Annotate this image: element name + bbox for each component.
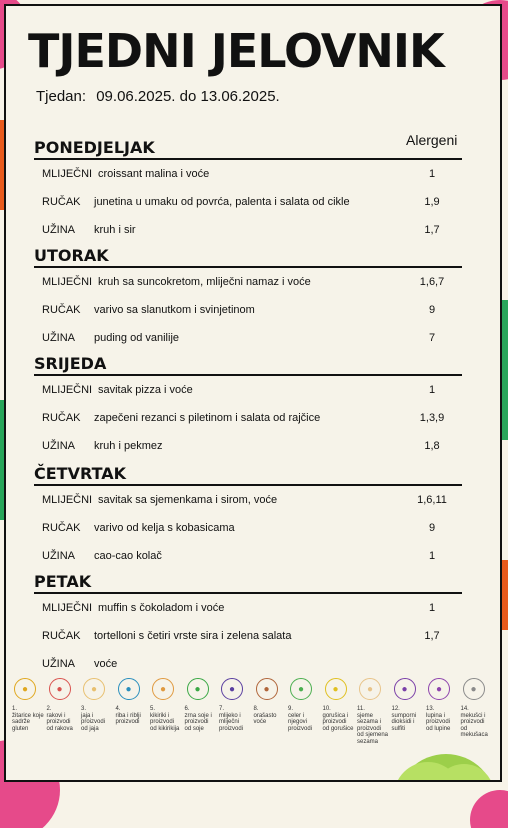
sulfite-icon: ● <box>394 678 416 700</box>
allergen-number: 2. <box>46 706 52 712</box>
meal-row <box>42 658 117 670</box>
allergen-number: 11. <box>357 706 365 712</box>
meal-type: MLIJEČNI <box>42 276 93 288</box>
crab-icon: ● <box>49 678 71 700</box>
egg-icon: ● <box>83 678 105 700</box>
meal-allergens: 1 <box>428 384 436 396</box>
day-heading: UTORAK <box>34 246 109 265</box>
meal-allergens: 7 <box>428 332 436 344</box>
meal-dish: kruh i sir <box>94 224 136 236</box>
allergen-name: mlijeko i mliječni proizvodi <box>219 712 244 732</box>
allergen-number: 3. <box>81 706 87 712</box>
meal-type: MLIJEČNI <box>42 494 93 506</box>
meal-allergens: 1 <box>428 168 436 180</box>
meal-dish: kruh i pekmez <box>94 440 163 452</box>
allergen-name: sumporni dioksidi i sulfiti <box>391 712 417 732</box>
allergen-name: rakovi i proizvodi od rakova <box>46 712 73 732</box>
day-divider <box>34 374 462 376</box>
day-divider <box>34 484 462 486</box>
meal-type: RUČAK <box>42 522 81 534</box>
meal-type: RUČAK <box>42 630 81 642</box>
allergen-name: mekušci i proizvodi od mekušaca <box>460 712 488 738</box>
meal-row <box>42 196 350 208</box>
allergen-name: lupina i proizvodi od lupine <box>426 712 451 732</box>
allergen-legend-item <box>461 678 493 739</box>
meal-row <box>42 550 162 562</box>
celery-icon: ● <box>290 678 312 700</box>
meal-allergens: 1,6,11 <box>417 494 447 506</box>
meal-dish: tortelloni s četiri vrste sira i zelena salata <box>94 630 292 642</box>
wheat-icon: ● <box>14 678 36 700</box>
meal-allergens: 1,7 <box>424 224 440 236</box>
meal-dish: puding od vanilije <box>94 332 180 344</box>
allergen-number: 8. <box>253 706 259 712</box>
meal-dish: cao-cao kolač <box>94 550 162 562</box>
mollusc-icon: ● <box>463 678 485 700</box>
meal-row <box>42 332 179 344</box>
meal-row <box>42 276 311 288</box>
meal-row <box>42 630 291 642</box>
meal-allergens: 1,6,7 <box>419 276 445 288</box>
cabbage-mascot-illustration <box>368 734 502 782</box>
meal-dish: voće <box>94 658 118 670</box>
meal-dish: savitak pizza i voće <box>98 384 193 396</box>
allergen-legend-item <box>219 678 251 732</box>
day-divider <box>34 158 462 160</box>
allergen-legend-item <box>185 678 217 732</box>
meal-allergens: 1 <box>428 550 436 562</box>
allergen-name: gorušica i proizvodi od gorušice <box>322 712 354 732</box>
meal-dish: junetina u umaku od povrća, palenta i salata od cikle <box>94 196 350 208</box>
allergen-legend-item <box>288 678 320 732</box>
meal-dish: croissant malina i voće <box>98 168 210 180</box>
allergen-legend-item <box>254 678 286 726</box>
allergen-number: 7. <box>219 706 225 712</box>
allergen-number: 12. <box>391 706 400 712</box>
allergen-number: 6. <box>184 706 190 712</box>
week-label: Tjedan: <box>36 88 87 105</box>
page-title: TJEDNI JELOVNIK <box>28 24 444 78</box>
peanut-icon: ● <box>152 678 174 700</box>
allergen-number: 5. <box>150 706 156 712</box>
allergen-name: jaja i proizvodi od jaja <box>81 712 106 732</box>
meal-type: UŽINA <box>42 224 75 236</box>
mustard-icon: ● <box>325 678 347 700</box>
allergen-number: 4. <box>115 706 121 712</box>
meal-dish: savitak sa sjemenkama i sirom, voće <box>98 494 278 506</box>
meal-row <box>42 384 193 396</box>
milk-icon: ● <box>221 678 243 700</box>
meal-row <box>42 522 235 534</box>
day-heading: PETAK <box>34 572 92 591</box>
meal-type: RUČAK <box>42 304 81 316</box>
meal-row <box>42 304 255 316</box>
allergen-name: orašasto voće <box>253 712 277 725</box>
allergen-legend-item <box>116 678 148 726</box>
meal-row <box>42 602 224 614</box>
meal-type: RUČAK <box>42 196 81 208</box>
meal-type: UŽINA <box>42 440 75 452</box>
meal-row <box>42 412 320 424</box>
allergen-legend-item <box>81 678 113 732</box>
meal-row <box>42 224 136 236</box>
meal-allergens: 1 <box>428 602 436 614</box>
day-divider <box>34 592 462 594</box>
meal-dish: varivo od kelja s kobasicama <box>94 522 235 534</box>
meal-dish: kruh sa suncokretom, mliječni namaz i voće <box>98 276 311 288</box>
meal-type: MLIJEČNI <box>42 384 93 396</box>
week-range <box>36 88 280 105</box>
allergen-number: 9. <box>288 706 294 712</box>
meal-allergens: 1,7 <box>424 630 440 642</box>
meal-type: MLIJEČNI <box>42 602 93 614</box>
allergen-name: riba i riblji proizvodi <box>115 712 141 725</box>
day-heading: SRIJEDA <box>34 354 107 373</box>
allergen-legend-item <box>323 678 355 732</box>
meal-type: UŽINA <box>42 658 75 670</box>
meal-dish: muffin s čokoladom i voće <box>98 602 225 614</box>
allergen-name: celer i njegovi proizvodi <box>288 712 313 732</box>
meal-row <box>42 168 209 180</box>
allergen-number: 10. <box>322 706 331 712</box>
meal-dish: zapečeni rezanci s piletinom i salata od rajčice <box>94 412 321 424</box>
allergen-number: 14. <box>460 706 469 712</box>
allergen-legend-item <box>47 678 79 732</box>
meal-row <box>42 440 162 452</box>
meal-allergens: 1,3,9 <box>419 412 445 424</box>
allergen-header: Alergeni <box>406 132 458 148</box>
allergen-number: 1. <box>12 706 18 712</box>
menu-card <box>4 4 502 782</box>
day-heading: ČETVRTAK <box>34 464 127 483</box>
meal-dish: varivo sa slanutkom i svinjetinom <box>94 304 255 316</box>
fish-icon: ● <box>118 678 140 700</box>
soy-icon: ● <box>187 678 209 700</box>
meal-row <box>42 494 277 506</box>
allergen-name: kikiriki i proizvodi od kikirikija <box>150 712 180 732</box>
allergen-legend-item <box>12 678 44 732</box>
allergen-legend-item <box>426 678 458 732</box>
meal-allergens: 1,8 <box>424 440 440 452</box>
allergen-legend-item <box>392 678 424 732</box>
nut-icon: ● <box>256 678 278 700</box>
allergen-legend-item <box>150 678 182 732</box>
day-divider <box>34 266 462 268</box>
meal-allergens: 9 <box>428 304 436 316</box>
meal-allergens: 1,9 <box>424 196 440 208</box>
lupin-icon: ● <box>428 678 450 700</box>
day-heading: PONEDJELJAK <box>34 138 155 157</box>
allergen-name: žitarice koje sadrže gluten <box>12 712 44 732</box>
meal-type: UŽINA <box>42 332 75 344</box>
allergen-name: zrna soje i proizvodi od soje <box>184 712 212 732</box>
sesame-icon: ● <box>359 678 381 700</box>
allergen-number: 13. <box>426 706 435 712</box>
allergen-name: sjeme sezama i proizvodi od sjemena sezama <box>357 712 389 745</box>
meal-type: MLIJEČNI <box>42 168 93 180</box>
meal-allergens: 9 <box>428 522 436 534</box>
meal-type: UŽINA <box>42 550 75 562</box>
week-dates: 09.06.2025. do 13.06.2025. <box>96 88 280 105</box>
meal-type: RUČAK <box>42 412 81 424</box>
